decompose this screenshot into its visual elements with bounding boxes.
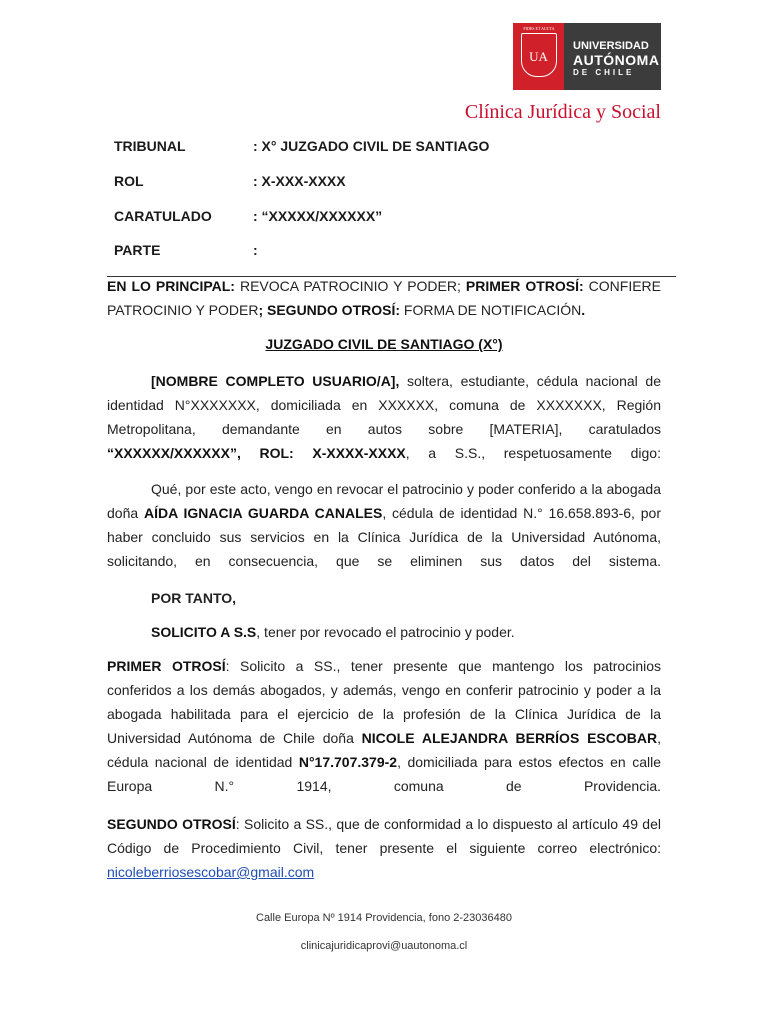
header-label-caratulado: CARATULADO — [114, 208, 212, 224]
email-line — [107, 860, 661, 884]
new-lawyer: NICOLE ALEJANDRA BERRÍOS ESCOBAR — [361, 730, 658, 746]
revoke-paragraph: Qué, por este acto, vengo en revocar el patrocinio y poder conferido a la abogada doña AÍDA IGNACIA GUARDA CANALES, cédula de identidad N.° 16.658.893-6, por haber concluido sus servicios en la Clínica Jurídica de la Universidad Autónoma, solicitando, en consecuencia, que se eliminen sus datos del sistema. — [107, 481, 661, 569]
primer-otrosi-paragraph: PRIMER OTROSÍ: Solicito a SS., tener presente que mantengo los patrocinios conferidos a los demás abogados, y además, vengo en conferir patrocinio y poder a la abogada habilitada para el ejercicio de la profesión de la Clínica Jurídica de la Universidad Autónoma de Chile doña NICOLE ALEJANDRA BERRÍOS ESCOBAR, cédula nacional de identidad N°17.707.379-2, domiciliada para estos efectos en calle Europa N.° 1914, comuna de Providencia. — [107, 658, 661, 794]
court-title: JUZGADO CIVIL DE SANTIAGO (X°) — [265, 336, 503, 352]
summary-line-1: EN LO PRINCIPAL: REVOCA PATROCINIO Y PODER; PRIMER OTROSÍ: CONFIERE — [107, 278, 661, 294]
header-label-rol: ROL — [114, 173, 144, 189]
por-tanto: POR TANTO, — [151, 590, 237, 606]
solicito: SOLICITO A S.S, tener por revocado el patrocinio y poder. — [151, 624, 515, 640]
summary — [107, 274, 661, 322]
summary-line-2: PATROCINIO Y PODER; SEGUNDO OTROSÍ: FORMA DE NOTIFICACIÓN. — [107, 302, 586, 318]
segundo-otrosi-paragraph: SEGUNDO OTROSÍ: Solicito a SS., que de conformidad a lo dispuesto al artículo 49 del Código de Procedimiento Civil, tener presente el siguiente correo electrónico: — [107, 816, 661, 856]
header-value-tribunal: : X° JUZGADO CIVIL DE SANTIAGO — [253, 138, 490, 154]
logo-crest — [513, 23, 564, 90]
revoked-lawyer: AÍDA IGNACIA GUARDA CANALES — [143, 505, 383, 521]
logo-line-3: DE CHILE — [573, 68, 635, 77]
university-logo — [513, 23, 661, 90]
logo-line-2: AUTÓNOMA — [573, 52, 660, 68]
email-link[interactable]: nicoleberriosescobar@gmail.com — [107, 864, 315, 880]
header-value-caratulado: : “XXXXX/XXXXXX” — [253, 208, 383, 224]
footer-address: Calle Europa Nº 1914 Providencia, fono 2-23036480 — [256, 912, 512, 924]
header-value-parte: : — [253, 242, 258, 258]
intro-paragraph: [NOMBRE COMPLETO USUARIO/A], soltera, estudiante, cédula nacional de identidad N°XXXXXXX, domiciliada en XXXXXX, comuna de XXXXXXX, Región Metropolitana, demandante en autos sobre [MATERIA], caratulados “XXXXXX/XXXXXX”, ROL: X-XXXX-XXXX, a S.S., respetuosamente digo: — [107, 373, 661, 461]
logo-line-1: UNIVERSIDAD — [573, 40, 649, 52]
header-value-rol: : X-XXX-XXXX — [253, 173, 346, 189]
header-label-tribunal: TRIBUNAL — [114, 138, 186, 154]
logo-mark: UA — [529, 49, 548, 64]
footer-email: clinicajuridicaprovi@uautonoma.cl — [300, 940, 468, 952]
client-name: [NOMBRE COMPLETO USUARIO/A], — [151, 373, 400, 389]
header-label-parte: PARTE — [114, 242, 161, 258]
logo-motto: FIDES ET AUCTA — [523, 26, 555, 31]
clinic-title: Clínica Jurídica y Social — [464, 101, 661, 123]
